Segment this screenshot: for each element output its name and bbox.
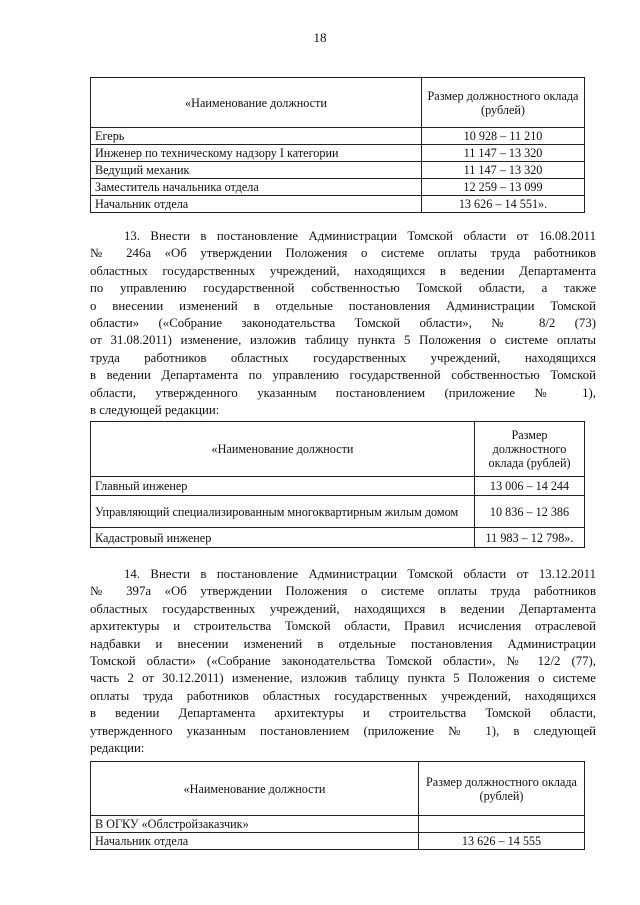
header-salary: Размер должностного оклада (рублей)	[422, 78, 585, 128]
paragraph-13	[90, 228, 596, 419]
text-line: о внесении изменений в отдельные постановления Администрации Томской	[90, 298, 596, 313]
position-name: Кадастровый инженер	[91, 528, 475, 548]
text-line: от 31.08.2011) изменение, изложив таблицу пункта 5 Положения о системе оплаты	[90, 333, 596, 348]
organization-name: В ОГКУ «Облстройзаказчик»	[91, 816, 419, 833]
text-line: в следующей редакции:	[90, 403, 220, 418]
table-header-row	[91, 762, 585, 816]
salary-range	[419, 816, 585, 833]
text-line: областных государственных учреждений, находящихся в ведении Департамента	[90, 601, 596, 616]
paragraph-14	[90, 566, 596, 757]
table-row	[91, 833, 585, 850]
text-line: областных государственных учреждений, находящихся в ведении Департамента	[90, 263, 596, 278]
table-header-row	[91, 78, 585, 128]
salary-range: 11 983 – 12 798».	[475, 528, 585, 548]
position-name: Ведущий механик	[91, 162, 422, 179]
page-number: 18	[313, 30, 327, 45]
text-line: труда работников областных государственных учреждений, находящихся	[90, 350, 596, 365]
position-name: Заместитель начальника отдела	[91, 179, 422, 196]
header-position-name: «Наименование должности	[91, 762, 419, 816]
table-row	[91, 128, 585, 145]
table-row	[91, 477, 585, 496]
table-row	[91, 496, 585, 528]
position-name: Управляющий специализированным многоквартирным жилым домом	[91, 496, 475, 528]
salary-range: 13 626 – 14 555	[419, 833, 585, 850]
salary-range: 12 259 – 13 099	[422, 179, 585, 196]
text-line: Томской области» («Собрание законодательства Томской области», № 12/2 (77),	[90, 654, 596, 669]
salary-table-1	[90, 77, 585, 213]
salary-range: 10 836 – 12 386	[475, 496, 585, 528]
table-row	[91, 816, 585, 833]
text-line: редакции:	[90, 741, 145, 756]
salary-range: 11 147 – 13 320	[422, 162, 585, 179]
text-line: надбавки и внесении изменений в отдельные постановления Администрации	[90, 636, 596, 651]
position-name: Начальник отдела	[91, 833, 419, 850]
salary-range: 13 006 – 14 244	[475, 477, 585, 496]
table-row	[91, 145, 585, 162]
text-line: в ведении Департамента по управлению государственной собственностью Томской	[90, 368, 596, 383]
salary-table-2	[90, 421, 585, 548]
text-line: часть 2 от 30.12.2011) изменение, изложив таблицу пункта 5 Положения о системе	[90, 671, 596, 686]
table-row	[91, 179, 585, 196]
table-header-row	[91, 422, 585, 477]
header-salary: Размер должностного оклада (рублей)	[419, 762, 585, 816]
header-salary: Размер должностного оклада (рублей)	[475, 422, 585, 477]
text-line: оплаты труда работников областных государственных учреждений, находящихся	[90, 688, 596, 703]
position-name: Инженер по техническому надзору I категории	[91, 145, 422, 162]
salary-table-3	[90, 761, 585, 850]
text-line: по управлению государственной собственностью Томской области, а также	[90, 281, 596, 296]
table-row	[91, 528, 585, 548]
salary-range: 11 147 – 13 320	[422, 145, 585, 162]
header-position-name: «Наименование должности	[91, 422, 475, 477]
position-name: Начальник отдела	[91, 196, 422, 213]
text-line: архитектуры и строительства Томской области, Правил исчисления отраслевой	[90, 619, 596, 634]
text-line: области, утвержденного указанным постановлением (приложение № 1),	[90, 385, 596, 400]
text-line: 13. Внести в постановление Администрации Томской области от 16.08.2011	[124, 229, 596, 243]
position-name: Егерь	[91, 128, 422, 145]
text-line: 14. Внести в постановление Администрации Томской области от 13.12.2011	[124, 567, 596, 581]
text-line: в ведении Департамента архитектуры и строительства Томской области,	[90, 706, 596, 721]
text-line: области» («Собрание законодательства Томской области», № 8/2 (73)	[90, 316, 596, 331]
table-row	[91, 162, 585, 179]
salary-range: 10 928 – 11 210	[422, 128, 585, 145]
table-row	[91, 196, 585, 213]
header-position-name: «Наименование должности	[91, 78, 422, 128]
text-line: утвержденного указанным постановлением (приложение № 1), в следующей	[90, 723, 596, 738]
position-name: Главный инженер	[91, 477, 475, 496]
text-line: № 246а «Об утверждении Положения о системе оплаты труда работников	[90, 246, 596, 261]
text-line: № 397а «Об утверждении Положения о системе оплаты труда работников	[90, 584, 596, 599]
salary-range: 13 626 – 14 551».	[422, 196, 585, 213]
